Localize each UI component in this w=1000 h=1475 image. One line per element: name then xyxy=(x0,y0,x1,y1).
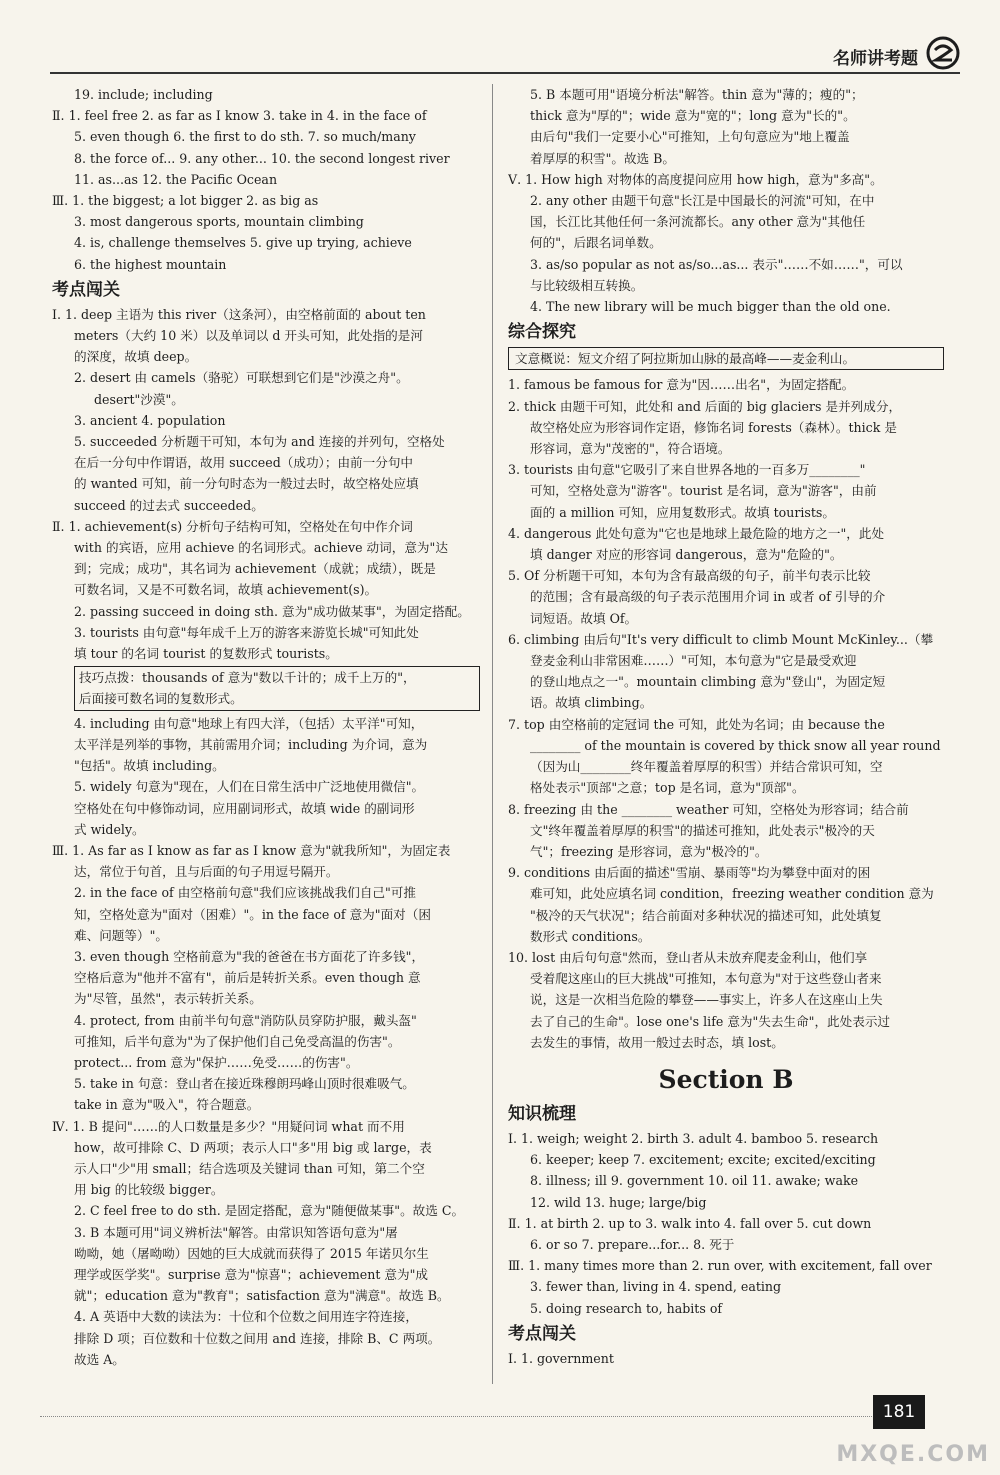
text-line: 说，这是一次相当危险的攀登——事实上，许多人在这座山上失 xyxy=(530,992,883,1008)
text-line: take in 意为"吸入"，符合题意。 xyxy=(74,1097,260,1113)
text-line: Ⅴ. 1. How high 对物体的高度提问应用 how high，意为"多高"。 xyxy=(508,171,883,187)
text-line: 何的"，后跟名词单数。 xyxy=(530,235,662,251)
text-line: 的登山地点之一"。mountain climbing 意为"登山"，为固定短 xyxy=(530,674,886,690)
text-line: protect... from 意为"保护……免受……的伤害"。 xyxy=(74,1054,359,1070)
text-line: 在后一分句中作谓语，故用 succeed（成功）；由前一分句中 xyxy=(74,455,414,471)
text-line: 3. tourists 由句意"它吸引了来自世界各地的一百多万________" xyxy=(508,462,866,478)
text-line: 2. desert 由 camels（骆驼）可联想到它们是"沙漠之舟"。 xyxy=(74,370,409,386)
tip-box xyxy=(74,666,480,710)
text-line: 面的 a million 可知，应用复数形式。故填 tourists。 xyxy=(530,504,835,520)
text-line: 气"；freezing 是形容词，意为"极冷的"。 xyxy=(530,843,768,859)
text-line: 3. tourists 由句意"每年成千上万的游客来游览长城"可知此处 xyxy=(74,624,419,640)
brand-logo-icon xyxy=(926,36,960,70)
text-line: succeed 的过去式 succeeded。 xyxy=(74,497,264,513)
footer-rule xyxy=(40,1416,880,1417)
text-line: 故选 A。 xyxy=(74,1351,125,1367)
text-line: 5. even though 6. the first to do sth. 7. so much/many xyxy=(74,129,416,145)
text-line: 5. Of 分析题干可知，本句为含有最高级的句子，前半句表示比较 xyxy=(508,568,871,584)
section-b-subhead2: 考点闯关 xyxy=(508,1323,576,1344)
text-line: 登麦金利山非常困难……）"可知，本句意为"它是最受欢迎 xyxy=(530,653,857,669)
text-line: 排除 D 项；百位数和十位数之间用 and 连接，排除 B、C 两项。 xyxy=(74,1330,441,1346)
text-line: 6. the highest mountain xyxy=(74,256,227,272)
text-line: 用 big 的比较级 bigger。 xyxy=(74,1182,224,1198)
text-line: 7. top 由空格前的定冠词 the 可知，此处为名词；由 because the xyxy=(508,716,885,732)
text-line: 5. widely 句意为"现在，人们在日常生活中广泛地使用微信"。 xyxy=(74,779,425,795)
text-line: Ⅲ. 1. many times more than 2. run over, with excitement, fall over xyxy=(508,1258,932,1274)
text-line: 可推知，后半句意为"为了保护他们自己免受高温的伤害"。 xyxy=(74,1033,401,1049)
text-line: 3. most dangerous sports, mountain climbing xyxy=(74,214,364,230)
text-line: 6. or so 7. prepare...for... 8. 死于 xyxy=(530,1236,735,1252)
text-line: 就"；education 意为"教育"；satisfaction 意为"满意"。故选 B。 xyxy=(74,1288,450,1304)
text-line: 3. fewer than, living in 4. spend, eating xyxy=(530,1279,782,1295)
text-line: 4. is, challenge themselves 5. give up trying, achieve xyxy=(74,235,412,251)
text-line: 数形式 conditions。 xyxy=(530,928,651,944)
text-line: desert"沙漠"。 xyxy=(94,391,184,407)
text-line: 4. The new library will be much bigger than the old one. xyxy=(530,299,891,315)
text-line: 着厚厚的积雪"。故选 B。 xyxy=(530,150,675,166)
text-line: 达，常位于句首，且与后面的句子用逗号隔开。 xyxy=(74,864,339,880)
text-line: 格处表示"顶部"之意；top 是名词，意为"顶部"。 xyxy=(530,780,805,796)
text-line: 文"终年覆盖着厚厚的积雪"的描述可推知，此处表示"极冷的天 xyxy=(530,822,875,838)
text-line: 的 wanted 可知，前一分句时态为一般过去时，故空格处应填 xyxy=(74,476,419,492)
right-answers-part-a xyxy=(508,84,944,370)
text-line: meters（大约 10 米）以及单词以 d 开头可知，此处指的是河 xyxy=(74,328,423,344)
text-line: 空格处在句中修饰动词，应用副词形式，故填 wide 的副词形 xyxy=(74,800,415,816)
text-line: 为"尽管，虽然"，表示转折关系。 xyxy=(74,991,262,1007)
text-line: 难可知，此处应填名词 condition，freezing weather condition 意为 xyxy=(530,886,934,902)
text-line: Ⅰ. 1. deep 主语为 this river（这条河），由空格前面的 about ten xyxy=(52,306,426,322)
header-rule xyxy=(50,72,960,74)
text-line: 知，空格处意为"面对（困难）"。in the face of 意为"面对（困 xyxy=(74,906,431,922)
text-line: how，故可排除 C、D 两项；表示人口"多"用 big 或 large，表 xyxy=(74,1139,432,1155)
text-line: 3. as/so popular as not as/so...as... 表示"……不如……"，可以 xyxy=(530,256,903,272)
text-line: Ⅱ. 1. achievement(s) 分析句子结构可知，空格处在句中作介词 xyxy=(52,518,413,534)
text-line: 难、问题等）"。 xyxy=(74,927,168,943)
text-line: 去发生的事情，故用一般过去时态，填 lost。 xyxy=(530,1034,784,1050)
text-line: 19. include; including xyxy=(74,87,213,102)
text-line: 语。故填 climbing。 xyxy=(530,695,653,711)
text-line: 8. freezing 由 the ________ weather 可知，空格处为形容词；结合前 xyxy=(508,801,909,817)
text-line: Ⅱ. 1. at birth 2. up to 3. walk into 4. fall over 5. cut down xyxy=(508,1215,872,1231)
text-line: 词短语。故填 Of。 xyxy=(530,610,638,626)
text-line: 4. protect, from 由前半句句意"消防队员穿防护服，戴头盔" xyxy=(74,1012,417,1028)
text-line: 2. thick 由题干可知，此处和 and 后面的 big glaciers 是并列成分， xyxy=(508,398,902,414)
block-heading: 综合探究 xyxy=(508,322,576,343)
right-answers-part-b xyxy=(508,374,944,1053)
text-line: 11. as...as 12. the Pacific Ocean xyxy=(74,171,278,187)
text-line: 6. keeper; keep 7. excitement; excite; excited/exciting xyxy=(530,1152,876,1168)
text-line: 1. famous be famous for 意为"因……出名"，为固定搭配。 xyxy=(508,377,855,393)
text-line: 3. B 本题可用"词义辨析法"解答。由常识知答语句意为"屠 xyxy=(74,1224,398,1240)
text-line: "极冷的天气状况"；结合前面对多种状况的描述可知，此处填复 xyxy=(530,907,882,923)
text-line: 填 tour 的名词 tourist 的复数形式 tourists。 xyxy=(74,646,338,662)
page-header xyxy=(0,0,1000,82)
text-line: 2. in the face of 由空格前句意"我们应该挑战我们自己"可推 xyxy=(74,885,416,901)
text-line: 8. the force of... 9. any other... 10. the second longest river xyxy=(74,150,450,166)
text-line: 的深度，故填 deep。 xyxy=(74,349,198,365)
text-line: 2. any other 由题干句意"长江是中国最长的河流"可知，在中 xyxy=(530,193,875,209)
text-line: 空格后意为"他并不富有"，前后是转折关系。even though 意 xyxy=(74,970,421,986)
text-line: 填 danger 对应的形容词 dangerous，意为"危险的"。 xyxy=(530,547,843,563)
text-line: 示人口"少"用 small；结合选项及关键词 than 可知，第二个空 xyxy=(74,1160,425,1176)
text-line: 10. lost 由后句句意"然而，登山者从未放弃爬麦金利山，他们享 xyxy=(508,949,868,965)
watermark: MXQE.COM xyxy=(836,1442,990,1467)
text-line: 去了自己的生命"。lose one's life 意为"失去生命"，此处表示过 xyxy=(530,1013,891,1029)
text-line: 受着爬这座山的巨大挑战"可推知，本句意为"对于这些登山者来 xyxy=(530,971,882,987)
section-b-title: Section B xyxy=(658,1064,794,1094)
text-line: 6. climbing 由后句"It's very difficult to climb Mount McKinley...（攀 xyxy=(508,631,934,647)
text-line: 的范围；含有最高级的句子表示范围用介词 in 或者 of 引导的介 xyxy=(530,589,886,605)
block-heading: 考点闯关 xyxy=(52,279,120,300)
text-line: 4. A 英语中大数的读法为：十位和个位数之间用连字符连接， xyxy=(74,1309,418,1325)
text-line: Ⅳ. 1. B 提问"……的人口数量是多少？"用疑问词 what 而不用 xyxy=(52,1118,405,1134)
text-line: 由后句"我们一定要小心"可推知，上句句意应为"地上覆盖 xyxy=(530,129,850,145)
text-line: with 的宾语，应用 achieve 的名词形式。achieve 动词，意为"达 xyxy=(74,540,448,556)
right-answers-part-d xyxy=(508,1348,944,1369)
section-b-subhead: 知识梳理 xyxy=(508,1103,576,1124)
text-line: 国，长江比其他任何一条河流都长。any other 意为"其他任 xyxy=(530,214,866,230)
text-line: 后面接可数名词的复数形式。 xyxy=(79,691,243,707)
text-line: 5. take in 句意：登山者在接近珠穆朗玛峰山顶时很难吸气。 xyxy=(74,1076,415,1092)
text-line: 3. ancient 4. population xyxy=(74,412,226,428)
text-line: 呦呦，她（屠呦呦）因她的巨大成就而获得了 2015 年诺贝尔生 xyxy=(74,1245,429,1261)
text-line: 形容词，意为"茂密的"，符合语境。 xyxy=(530,441,731,457)
summary-box: 文意概说：短文介绍了阿拉斯加山脉的最高峰——麦金利山。 xyxy=(508,347,944,370)
text-line: "包括"。故填 including。 xyxy=(74,758,225,774)
text-line: 4. dangerous 此处句意为"它也是地球上最危险的地方之一"，此处 xyxy=(508,525,885,541)
text-line: ________ of the mountain is covered by thick snow all year round xyxy=(530,737,941,753)
text-line: 可数名词，又是不可数名词，故填 achievement(s)。 xyxy=(74,582,378,598)
text-line: 3. even though 空格前意为"我的爸爸在书方面花了许多钱"， xyxy=(74,948,425,964)
text-line: 2. passing succeed in doing sth. 意为"成功做某事"，为固定搭配。 xyxy=(74,603,470,619)
text-line: 5. B 本题可用"语境分析法"解答。thin 意为"薄的；瘦的"； xyxy=(530,87,864,102)
text-line: 12. wild 13. huge; large/big xyxy=(530,1194,707,1210)
text-line: 故空格处应为形容词作定语，修饰名词 forests（森林）。thick 是 xyxy=(530,419,897,435)
page-number: 181 xyxy=(873,1395,925,1429)
text-line: 技巧点拨：thousands of 意为"数以千计的；成千上万的"， xyxy=(79,670,416,686)
text-line: （因为山________终年覆盖着厚厚的积雪）并结合常识可知，空 xyxy=(530,759,883,775)
text-line: Ⅱ. 1. feel free 2. as far as I know 3. take in 4. in the face of xyxy=(52,108,427,124)
text-line: 式 widely。 xyxy=(74,821,145,837)
right-answers-part-c xyxy=(508,1128,944,1319)
text-line: 8. illness; ill 9. government 10. oil 11. awake; wake xyxy=(530,1173,859,1189)
text-line: 5. doing research to, habits of xyxy=(530,1300,723,1316)
text-line: Ⅰ. 1. weigh; weight 2. birth 3. adult 4. bamboo 5. research xyxy=(508,1130,879,1146)
column-divider xyxy=(492,84,493,1384)
text-line: 4. including 由句意"地球上有四大洋，（包括）太平洋"可知， xyxy=(74,715,424,731)
text-line: 9. conditions 由后面的描述"雪崩、暴雨等"均为攀登中面对的困 xyxy=(508,865,871,881)
text-line: Ⅲ. 1. As far as I know as far as I know 意为"就我所知"，为固定表 xyxy=(52,842,451,858)
text-line: 到；完成；成功"，其名词为 achievement（成就；成绩），既是 xyxy=(74,561,436,577)
text-line: thick 意为"厚的"；wide 意为"宽的"；long 意为"长的"。 xyxy=(530,108,856,124)
text-line: 理学或医学奖"。surprise 意为"惊喜"；achievement 意为"成 xyxy=(74,1266,428,1282)
header-title: 名师讲考题 xyxy=(833,49,918,69)
right-column xyxy=(508,84,944,1369)
text-line: 与比较级相互转换。 xyxy=(530,277,644,293)
left-column xyxy=(52,84,480,1370)
text-line: 太平洋是列举的事物，其前需用介词；including 为介词，意为 xyxy=(74,736,428,752)
text-line: Ⅰ. 1. government xyxy=(508,1350,614,1366)
text-line: 可知，空格处意为"游客"。tourist 是名词，意为"游客"，由前 xyxy=(530,483,877,499)
page-footer xyxy=(0,1375,1000,1475)
text-line: 2. C feel free to do sth. 是固定搭配，意为"随便做某事"。故选 C。 xyxy=(74,1203,465,1219)
text-line: Ⅲ. 1. the biggest; a lot bigger 2. as big as xyxy=(52,193,319,209)
text-line: 5. succeeded 分析题干可知，本句为 and 连接的并列句，空格处 xyxy=(74,434,445,450)
